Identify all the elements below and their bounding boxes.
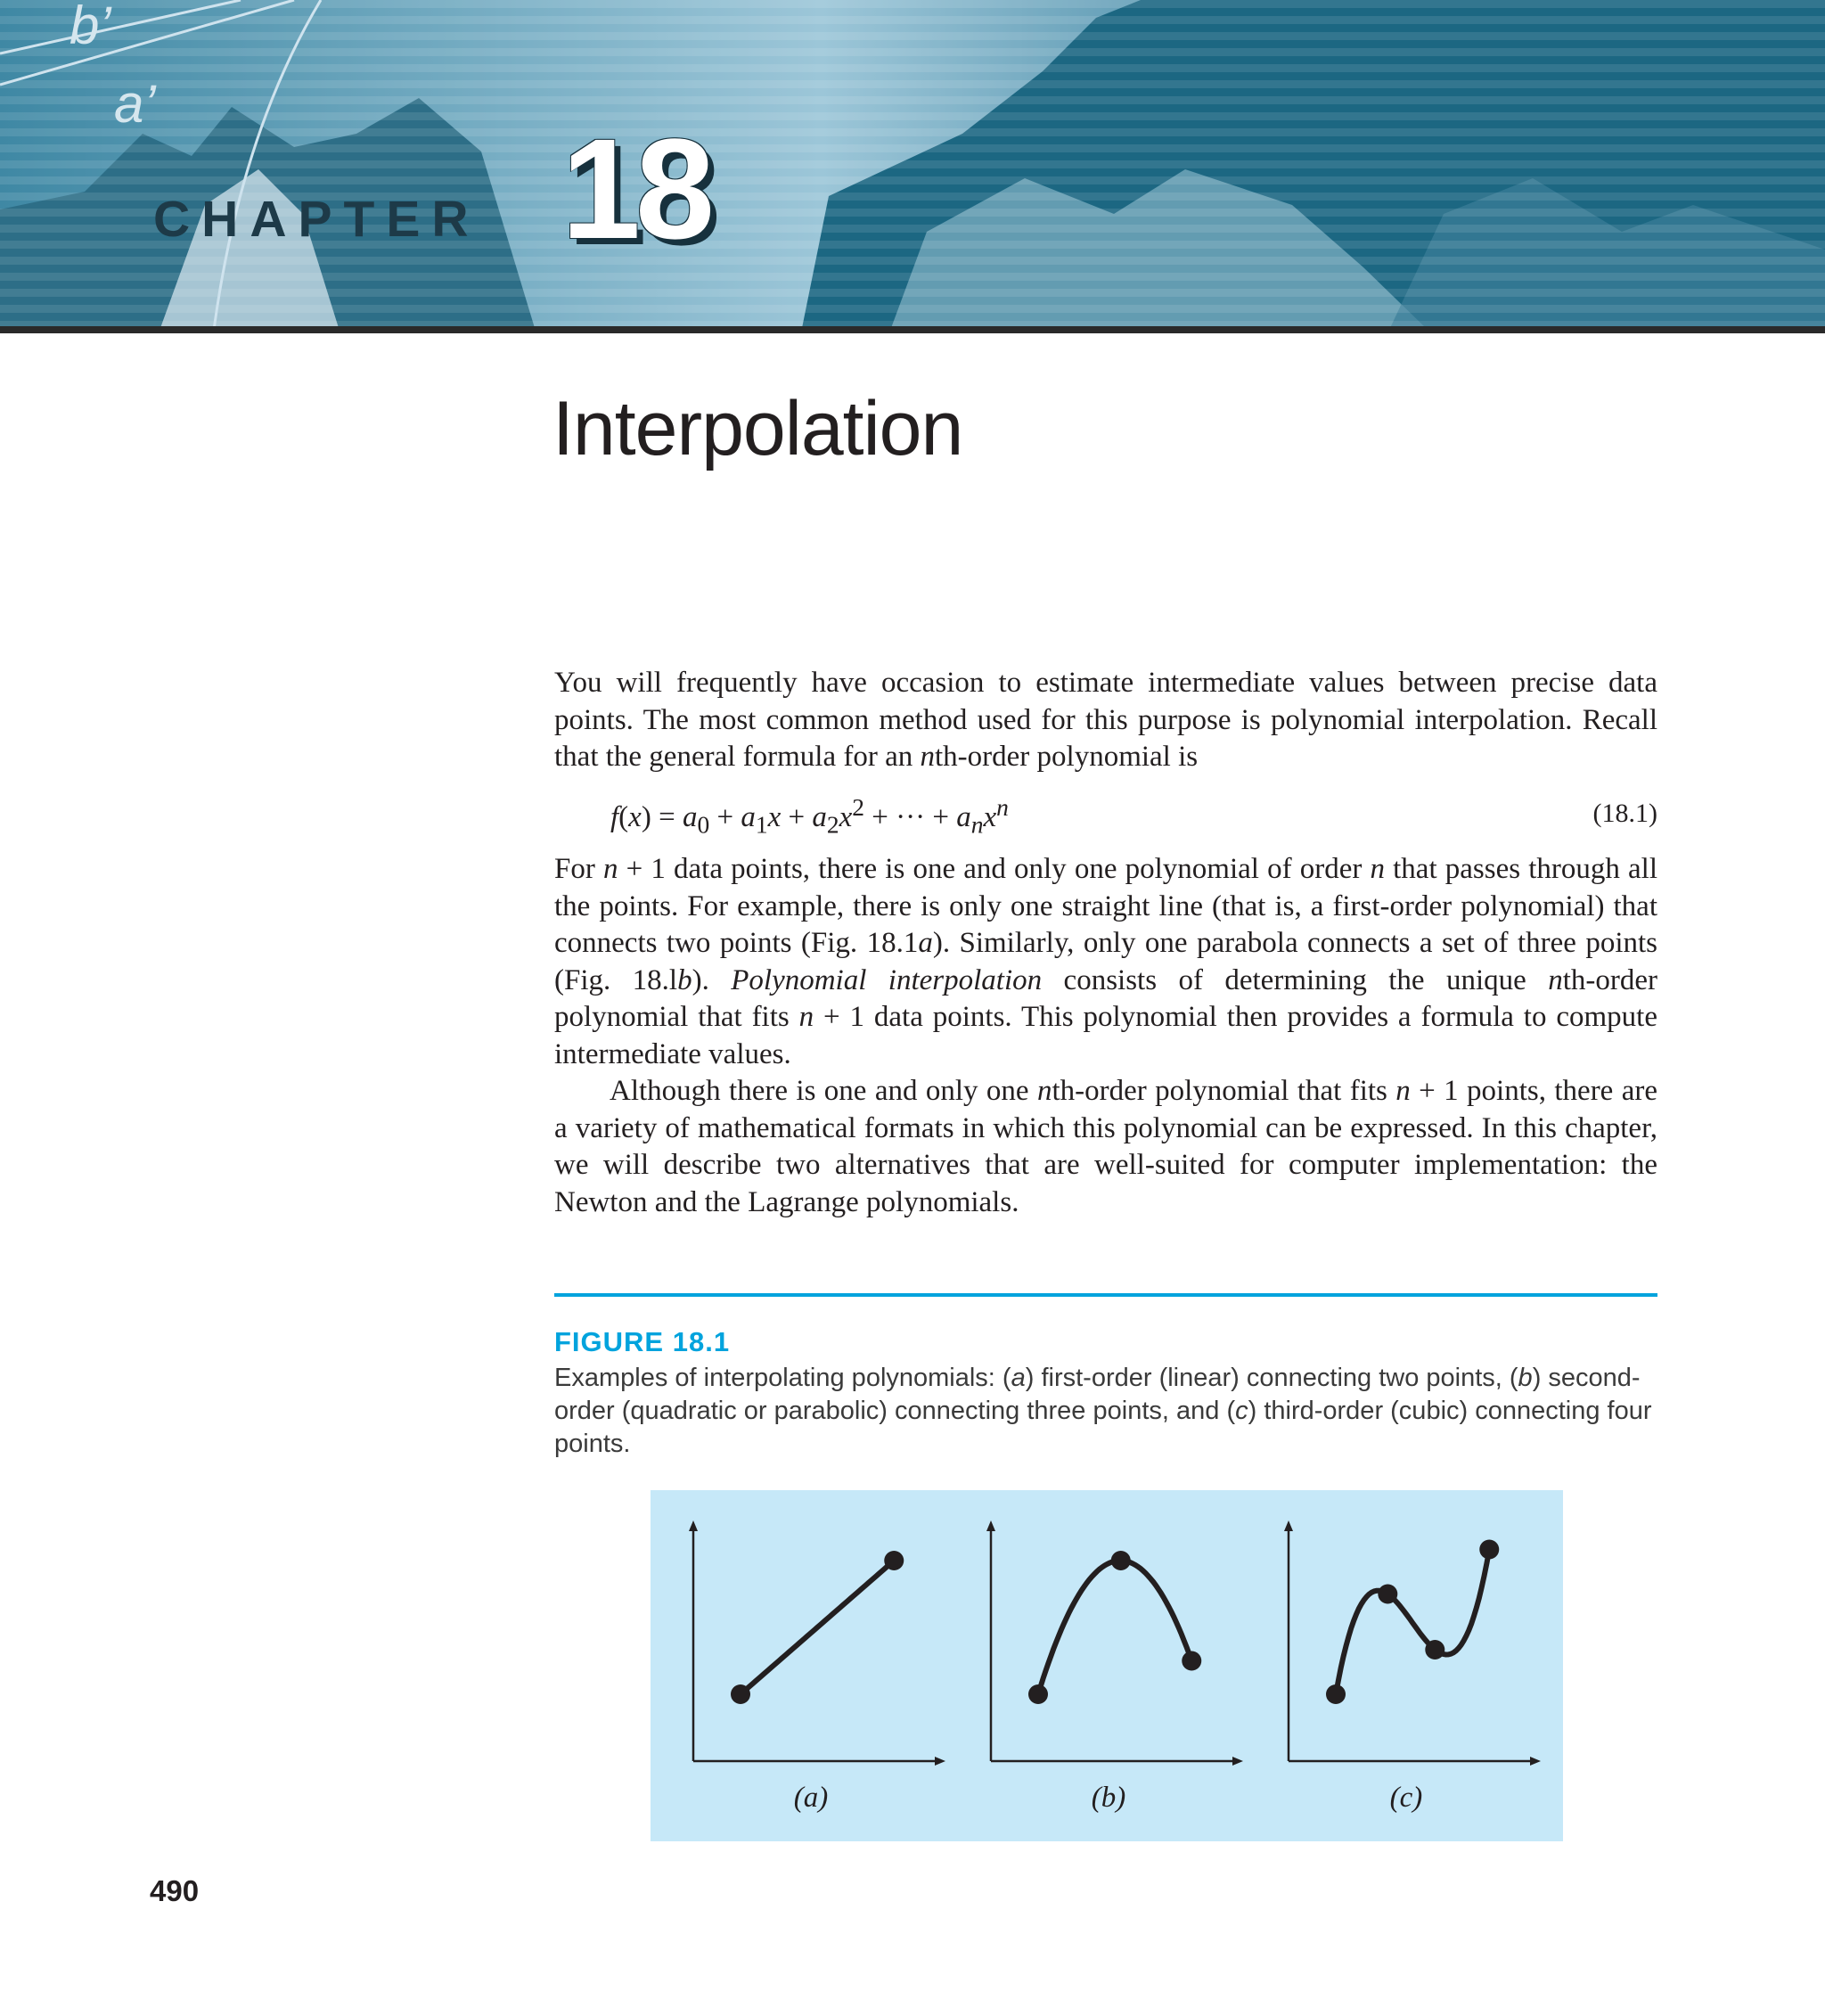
- data-point-1-1: [731, 1684, 750, 1704]
- data-point-3-2: [1378, 1585, 1397, 1604]
- figure-panel: [651, 1490, 1563, 1841]
- figure-rule: [554, 1293, 1657, 1297]
- geometry-label-a: a’: [114, 74, 156, 134]
- data-point-3-3: [1425, 1640, 1444, 1660]
- paragraph-2: For n + 1 data points, there is one and only one polynomial of order n that passes through all the points. For example, there is only one straight line (that is, a first-order polynomial) that connects two points (Fig. 18.1a). Similarly, only one parabola connects a set of three points (Fig. 18.lb). Polynomial interpolation consists of determining the unique nth-order polynomial that fits n + 1 data points. This polynomial then provides a formula to compute intermediate values.: [554, 853, 1657, 1070]
- data-point-1-2: [884, 1551, 904, 1570]
- geometry-label-b: b’: [70, 0, 111, 55]
- interpolating-curve-3: [1336, 1550, 1489, 1695]
- page-number: 490: [150, 1874, 200, 1907]
- chapter-banner: [0, 0, 1825, 328]
- data-point-2-3: [1182, 1651, 1201, 1671]
- mountain-banner-image: [0, 0, 1825, 328]
- subplot-label-3: (c): [1389, 1782, 1423, 1814]
- subplot-label-2: (b): [1091, 1782, 1126, 1814]
- data-point-2-1: [1028, 1684, 1048, 1704]
- data-point-3-1: [1326, 1684, 1346, 1704]
- chapter-number: 18: [561, 109, 709, 268]
- figure-label: FIGURE 18.1: [554, 1326, 731, 1357]
- subplot-label-1: (a): [793, 1782, 829, 1814]
- equation-number: (18.1): [1592, 799, 1657, 828]
- figure-caption: Examples of interpolating polynomials: (a) first-order (linear) connecting two points, (b) second-order (quadratic or parabolic) connecting three points, and (c) third-order (cubic) connecting four points.: [554, 1364, 1652, 1458]
- interpolating-curve-1: [741, 1561, 894, 1694]
- interpolating-curve-2: [1038, 1561, 1191, 1694]
- banner-divider: [0, 326, 1825, 333]
- chapter-word: CHAPTER: [153, 191, 480, 248]
- data-point-2-2: [1111, 1551, 1131, 1570]
- chapter-title: Interpolation: [552, 386, 963, 471]
- equation-18-1: $f(x) = a_0 + a_1x + a_2x^2$ + ··· + $a_nx^n$ (18.1): [610, 793, 1657, 839]
- intro-paragraph: You will frequently have occasion to estimate intermediate values between precise data points. The most common method used for this purpose is polynomial interpolation. Recall that the general formula for an nth-order polynomial is: [554, 667, 1657, 773]
- key-term: Polynomial interpolation: [731, 963, 1043, 996]
- interpolation-figure: [651, 1490, 1563, 1841]
- data-point-3-4: [1479, 1540, 1499, 1560]
- paragraph-3: Although there is one and only one nth-order polynomial that fits n + 1 points, there are a variety of mathematical formats in which this polynomial can be expressed. In this chapter, we will describe two alternatives that are well-suited for computer implementation: the Newton and the Lagrange polynomials.: [554, 1075, 1657, 1218]
